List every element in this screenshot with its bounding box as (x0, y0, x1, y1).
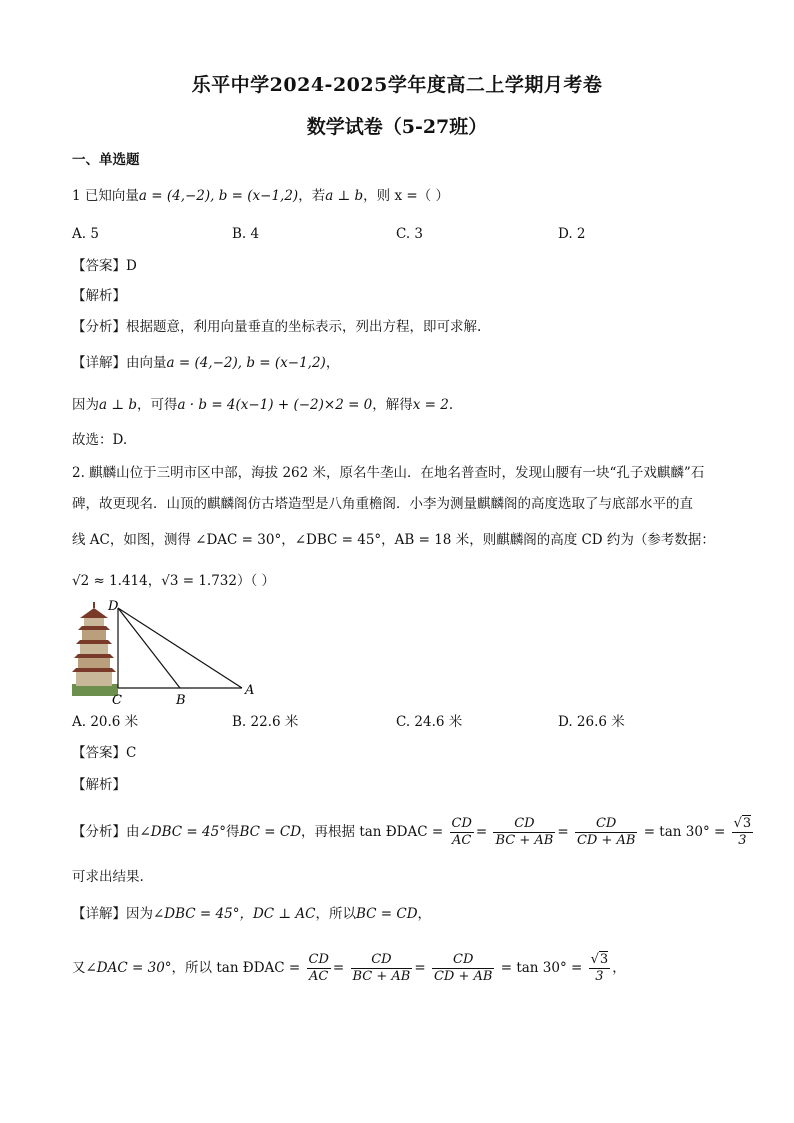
q2-detail2-a: ∠DAC = 30° (85, 960, 172, 976)
q2-fenxi-tan30: = tan 30° = (643, 824, 726, 840)
q2-detail1-prefix: 【详解】因为 (72, 906, 153, 922)
q1-detail1-expr: a = (4,−2), b = (x−1,2) (166, 355, 326, 371)
q1-detail2-end: . (448, 397, 454, 413)
q2-detail1-d: BC = CD (355, 906, 418, 922)
q2-fenxi-cond: ∠DBC = 45° (139, 824, 226, 840)
q2-detail1-end: ， (417, 906, 432, 922)
q2-detail2-end: ， (612, 960, 626, 976)
q1-detail2-expr: a · b = 4(x−1) + (−2)×2 = 0 (177, 397, 373, 413)
q1-detail2-cond: a ⊥ b (99, 397, 137, 413)
q2-stem-line-1: 2. 麒麟山位于三明市区中部，海拔 262 米，原名牛垄山．在地名普查时，发现山腰有一块“孔子戏麒麟”石 (72, 465, 705, 481)
q1-ask: ，则 x =（ ） (363, 188, 449, 204)
q2-option-c: C. 24.6 米 (396, 714, 463, 730)
q1-option-a: A. 5 (72, 226, 99, 242)
segment-da (118, 608, 242, 688)
q2-detail1-c: ，所以 (315, 906, 356, 922)
q2-detail2-frac-3: $\frac{CD}{CD + AB}$ (433, 952, 493, 984)
pagoda-picture (72, 602, 118, 696)
q1-answer: 【答案】D (72, 258, 137, 274)
q2-fenxi: 【分析】由∠DBC = 45°得BC = CD，再根据 tan ĐDAC = $\frac{CD}{AC}$ = $\frac{CD}{BC + AB}$ = $\frac{CD}{CD + AB}$ = tan 30° = $\frac{√3}{3}$ (72, 816, 752, 848)
q2-answer: 【答案】C (72, 745, 137, 761)
q2-detail2-tan30: = tan 30° = (500, 960, 583, 976)
q1-detail-1 (72, 353, 339, 373)
q1-stem (72, 186, 449, 206)
q1-detail2-prefix: 因为 (72, 397, 99, 413)
q2-option-a: A. 20.6 米 (72, 714, 139, 730)
label-d: D (108, 600, 119, 614)
q2-fenxi-sqrt3-over-3: $\frac{√3}{3}$ (733, 816, 752, 848)
q1-detail1-suffix: ， (325, 355, 340, 371)
q1-detail2-result: x = 2 (412, 397, 449, 413)
q1-choose: 故选：D. (72, 432, 128, 448)
q2-stem-line-2: 碑，故更现名．山顶的麒麟阁仿古塔造型是八角重檐阁．小李为测量麒麟阁的高度选取了与底部水平的直 (72, 496, 693, 512)
q2-fenxi-frac-3: $\frac{CD}{CD + AB}$ (576, 816, 636, 848)
q2-fenxi-mid: 得 (225, 824, 240, 840)
q2-stem-line-4: √2 ≈ 1.414，√3 = 1.732）（ ） (72, 573, 276, 589)
q1-cond: a ⊥ b (325, 188, 364, 204)
q2-detail-1 (72, 904, 431, 924)
label-b: B (176, 693, 186, 708)
q2-fenxi-prefix: 【分析】由 (72, 824, 140, 840)
q1-detail-2 (72, 395, 453, 415)
q2-detail1-a: ∠DBC = 45° (153, 906, 240, 922)
label-c: C (112, 693, 122, 708)
q2-fenxi-frac-2: $\frac{CD}{BC + AB}$ (495, 816, 554, 848)
q2-figure (72, 600, 262, 710)
q2-detail1-b: ，DC ⊥ AC (239, 906, 316, 922)
page-subtitle: 数学试卷（5-27班） (306, 116, 488, 138)
q2-fenxi-tan: tan ĐDAC = (359, 824, 444, 840)
q2-option-b: B. 22.6 米 (232, 714, 299, 730)
q2-fenxi-frac-1: $\frac{CD}{AC}$ (451, 816, 472, 848)
q1-option-c: C. 3 (396, 226, 424, 242)
section-heading: 一、单选题 (72, 152, 140, 168)
page-title: 乐平中学2024-2025学年度高二上学期月考卷 (191, 74, 603, 96)
q1-analysis-label: 【解析】 (72, 288, 126, 304)
q1-detail2-suffix: ，解得 (372, 397, 413, 413)
q2-detail2-frac-1: $\frac{CD}{AC}$ (308, 952, 329, 984)
q2-analysis-label: 【解析】 (72, 777, 126, 793)
q2-detail2-prefix: 又 (72, 960, 86, 976)
q2-fenxi-eq: BC = CD (239, 824, 302, 840)
label-a: A (245, 683, 255, 698)
q1-option-d: D. 2 (558, 226, 586, 242)
q1-fenxi: 【分析】根据题意，利用向量垂直的坐标表示，列出方程，即可求解. (72, 319, 482, 335)
q1-given: a = (4,−2), b = (x−1,2) (138, 188, 299, 204)
q2-fenxi-tail: ，再根据 (301, 824, 356, 840)
q2-detail-2: 又∠DAC = 30°，所以 tan ĐDAC = $\frac{CD}{AC}$ = $\frac{CD}{BC + AB}$ = $\frac{CD}{CD + AB}$ = tan 30° = $\frac{√3}{3}$ ， (72, 952, 626, 984)
q1-option-b: B. 4 (232, 226, 260, 242)
segment-db (118, 608, 180, 688)
q2-detail2-sqrt3-over-3: $\frac{√3}{3}$ (590, 952, 609, 984)
q2-detail2-b: ，所以 (171, 960, 213, 976)
q2-detail2-frac-2: $\frac{CD}{BC + AB}$ (352, 952, 411, 984)
q2-fenxi-end: 可求出结果. (72, 869, 144, 885)
q2-option-d: D. 26.6 米 (558, 714, 625, 730)
q1-detail1-prefix: 【详解】由向量 (72, 355, 167, 371)
q2-stem-line-3: 线 AC，如图，测得 ∠DAC = 30°，∠DBC = 45°，AB = 18 米，则麒麟阁的高度 CD 约为（参考数据： (72, 532, 715, 548)
q1-cond-prefix: ，若 (298, 188, 326, 204)
q1-detail2-mid: ，可得 (136, 397, 178, 413)
q2-detail2-tan: tan ĐDAC = (216, 960, 301, 976)
q1-prefix: 1 已知向量 (72, 188, 139, 204)
